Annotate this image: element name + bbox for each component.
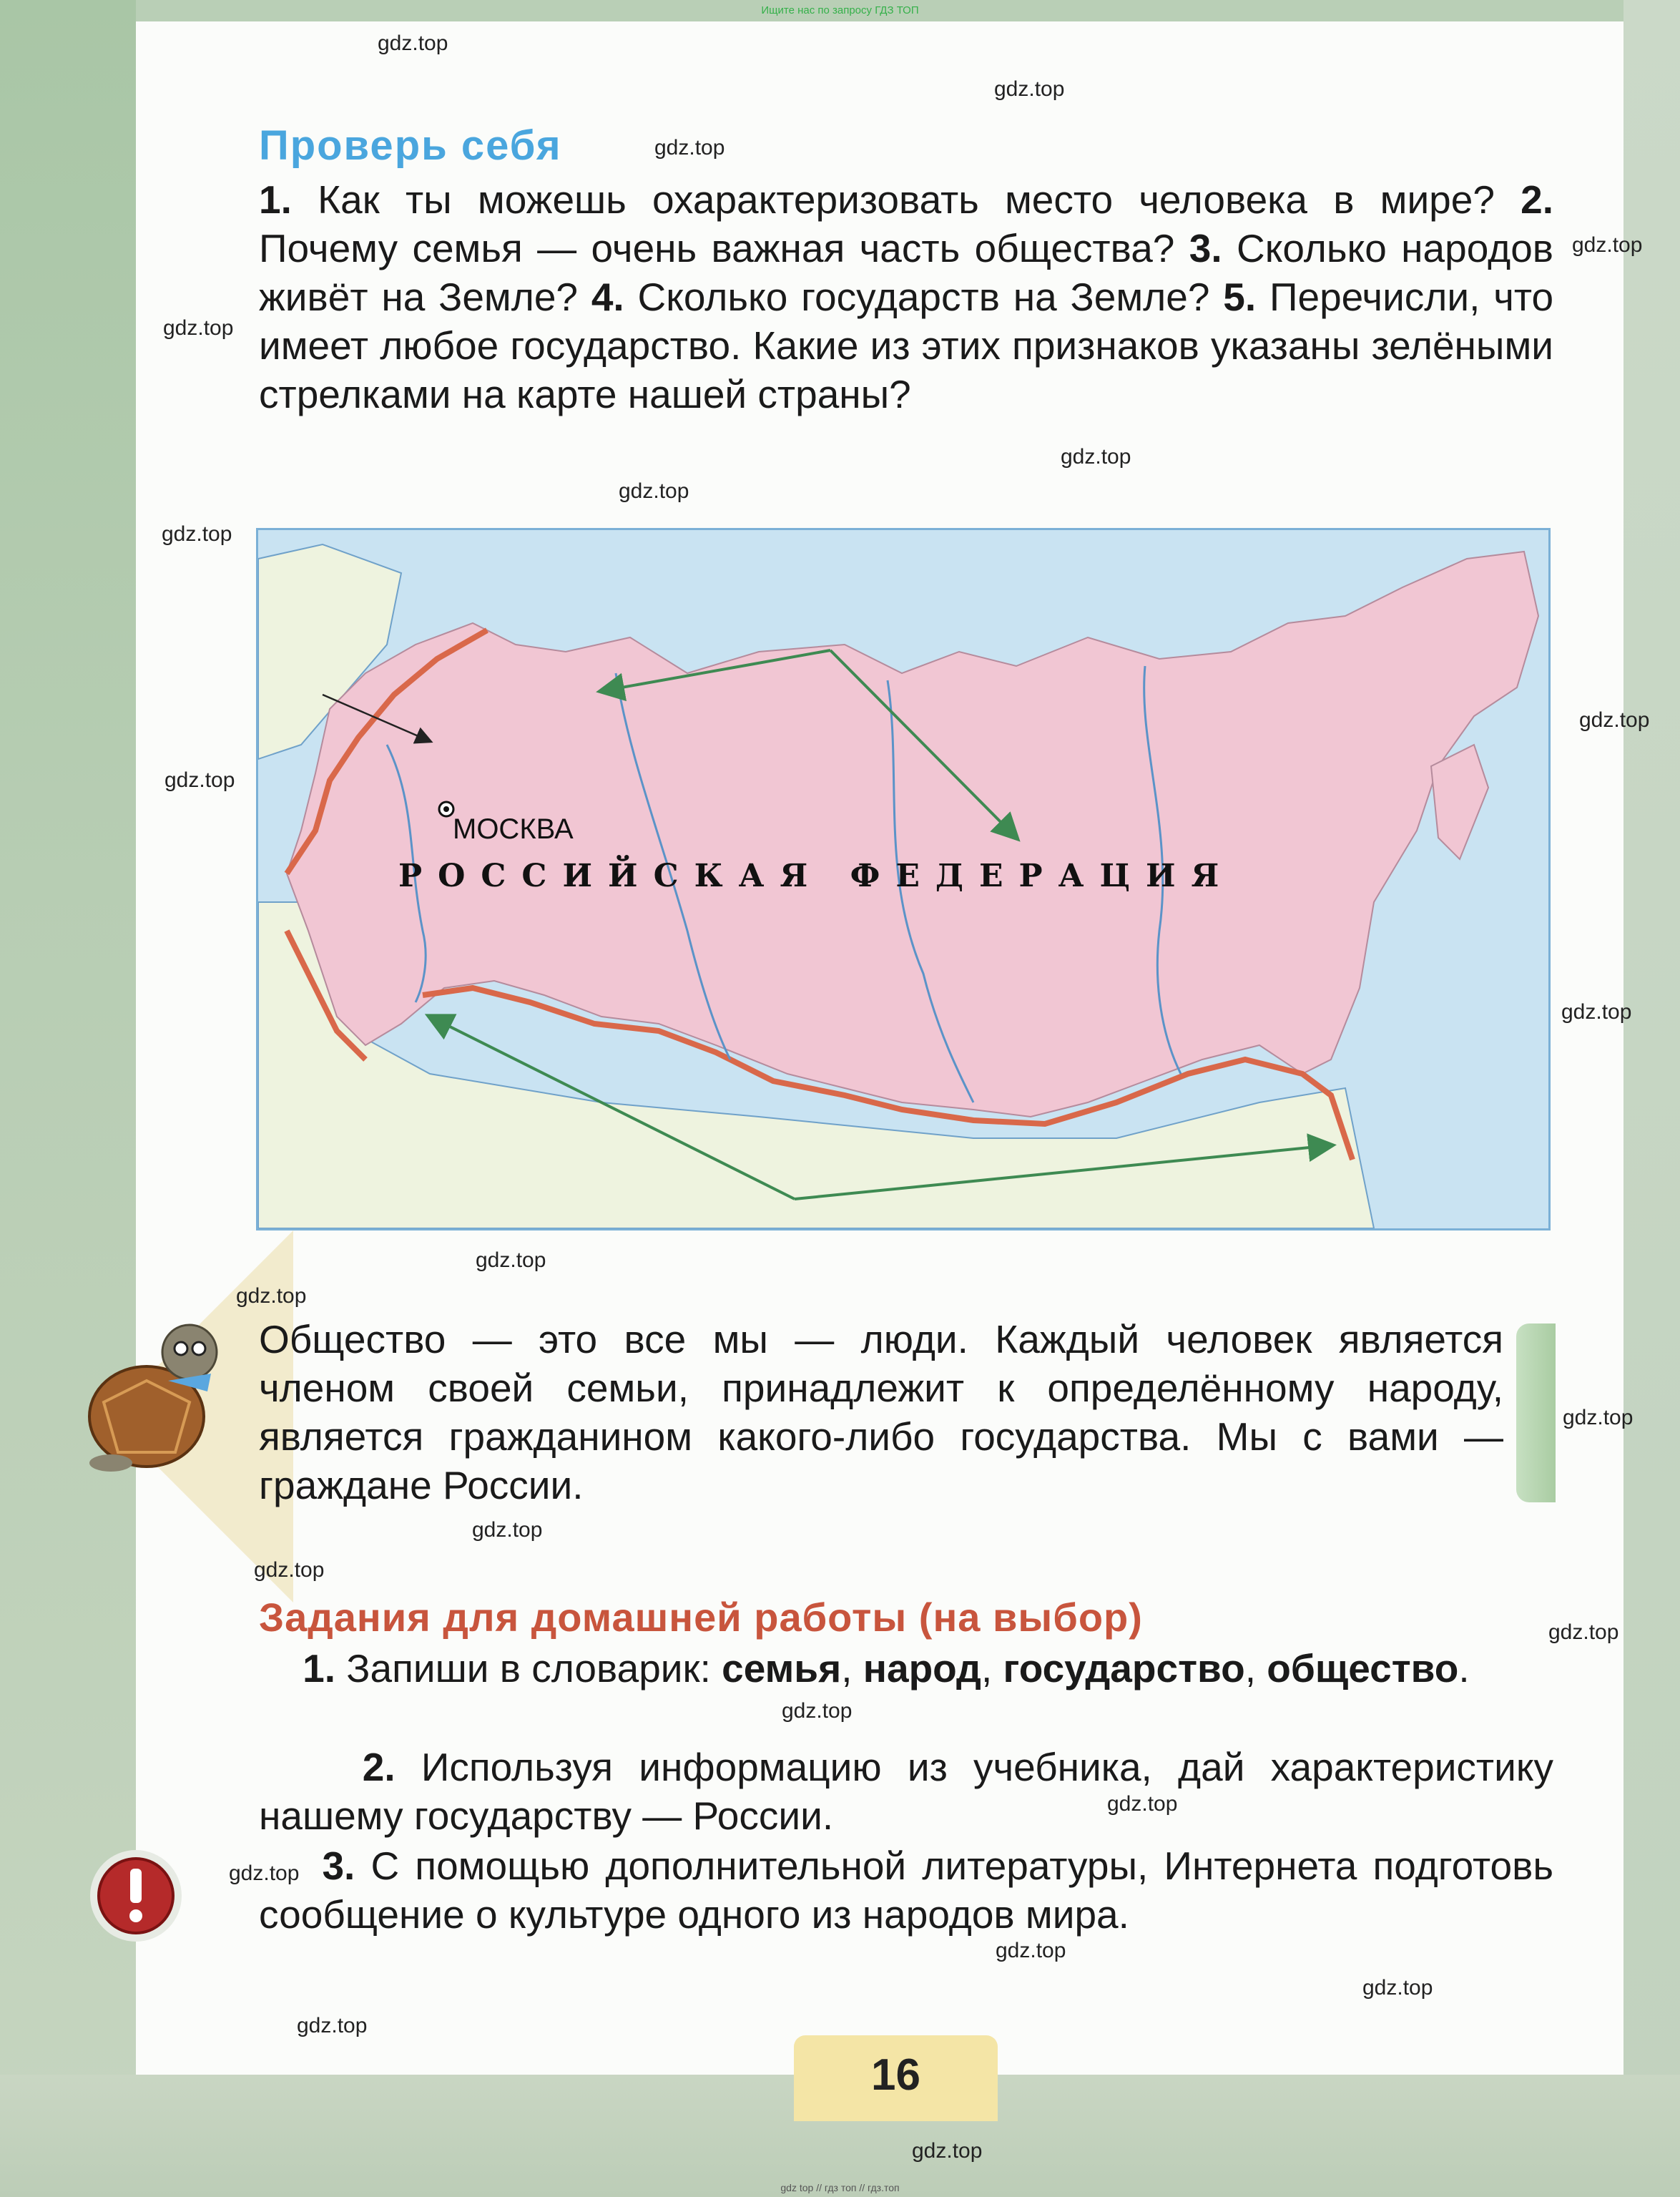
watermark: gdz.top bbox=[782, 1699, 853, 1723]
turtle-icon bbox=[68, 1309, 232, 1484]
homework-task-2 bbox=[259, 1743, 1553, 1840]
page-number: 16 bbox=[871, 2050, 920, 2100]
homework-task-1 bbox=[259, 1644, 1553, 1693]
question-1: Как ты можешь охарактеризовать место человека в мире? bbox=[318, 177, 1495, 222]
question-5: Перечисли, что имеет любое государство. Какие из этих признаков указаны зелёными стрелками на карте нашей страны? bbox=[259, 275, 1554, 416]
watermark: gdz.top bbox=[378, 31, 448, 55]
society-definition: Общество — это все мы — люди. Каждый человек является членом своей семьи, принадлежит к определённому народу, является гражданином какого-либо государства. Мы с вами — граждане России. bbox=[259, 1317, 1503, 1507]
homework-heading: Задания для домашней работы (на выбор) bbox=[259, 1595, 1143, 1640]
punctuation: . bbox=[1458, 1646, 1470, 1690]
watermark: gdz.top bbox=[476, 1248, 546, 1272]
watermark: gdz.top bbox=[912, 2139, 983, 2163]
vocab-word: общество bbox=[1267, 1646, 1459, 1690]
question-4: Сколько государств на Земле? bbox=[637, 275, 1210, 319]
watermark: gdz.top bbox=[654, 136, 725, 160]
question-number: 4. bbox=[591, 275, 624, 319]
question-number: 2. bbox=[1521, 177, 1554, 222]
watermark: gdz.top bbox=[1572, 233, 1643, 257]
task-1-prefix: Запиши в словарик: bbox=[346, 1646, 711, 1690]
watermark: gdz.top bbox=[1579, 708, 1650, 732]
question-number: 1. bbox=[259, 177, 292, 222]
watermark: gdz.top bbox=[1107, 1792, 1178, 1816]
task-number: 3. bbox=[322, 1844, 355, 1888]
punctuation: , bbox=[981, 1646, 993, 1690]
question-number: 5. bbox=[1223, 275, 1257, 319]
watermark: gdz.top bbox=[1563, 1406, 1634, 1429]
watermark: gdz.top bbox=[297, 2014, 368, 2037]
side-tab bbox=[1516, 1323, 1556, 1502]
watermark: gdz.top bbox=[1061, 445, 1131, 469]
watermark: gdz.top bbox=[1548, 1620, 1619, 1644]
punctuation: , bbox=[1244, 1646, 1256, 1690]
question-2: Почему семья — очень важная часть общества? bbox=[259, 226, 1175, 270]
russia-map bbox=[256, 528, 1551, 1230]
watermark: gdz.top bbox=[229, 1861, 300, 1885]
right-margin-background bbox=[1623, 0, 1680, 2197]
task-3-text: С помощью дополнительной литературы, Интернета подготовь сообщение о культуре одного из народов мира. bbox=[259, 1844, 1554, 1937]
watermark: gdz.top bbox=[996, 1939, 1066, 1962]
question-number: 3. bbox=[1189, 226, 1222, 270]
question-3: Сколько народов живёт на Земле? bbox=[259, 226, 1554, 319]
task-number: 2. bbox=[362, 1745, 396, 1789]
footer-note: gdz top // гдз топ // гдз.топ bbox=[780, 2182, 900, 2193]
watermark: gdz.top bbox=[472, 1518, 543, 1542]
watermark: gdz.top bbox=[163, 316, 234, 340]
top-note: Ищите нас по запросу ГДЗ ТОП bbox=[761, 4, 919, 16]
task-2-text: Используя информацию из учебника, дай характеристику нашему государству — России. bbox=[259, 1745, 1554, 1838]
check-questions bbox=[259, 175, 1553, 419]
vocab-word: государство bbox=[1003, 1646, 1245, 1690]
capital-label: МОСКВА bbox=[453, 813, 574, 845]
country-label: РОССИЙСКАЯ ФЕДЕРАЦИЯ bbox=[398, 858, 1235, 894]
watermark: gdz.top bbox=[1561, 1000, 1632, 1024]
watermark: gdz.top bbox=[236, 1284, 307, 1308]
watermark: gdz.top bbox=[164, 768, 235, 792]
vocab-word: народ bbox=[863, 1646, 981, 1690]
homework-task-3 bbox=[259, 1841, 1553, 1939]
watermark: gdz.top bbox=[994, 77, 1065, 101]
watermark: gdz.top bbox=[1362, 1976, 1433, 2000]
exclamation-icon bbox=[86, 1846, 186, 1949]
watermark: gdz.top bbox=[254, 1558, 325, 1582]
kamchatka bbox=[1431, 745, 1488, 859]
task-number: 1. bbox=[303, 1646, 335, 1690]
check-yourself-heading: Проверь себя bbox=[259, 122, 562, 169]
capital-dot bbox=[443, 806, 449, 812]
punctuation: , bbox=[841, 1646, 853, 1690]
watermark: gdz.top bbox=[162, 522, 232, 546]
watermark: gdz.top bbox=[619, 479, 689, 503]
vocab-word: семья bbox=[722, 1646, 842, 1690]
